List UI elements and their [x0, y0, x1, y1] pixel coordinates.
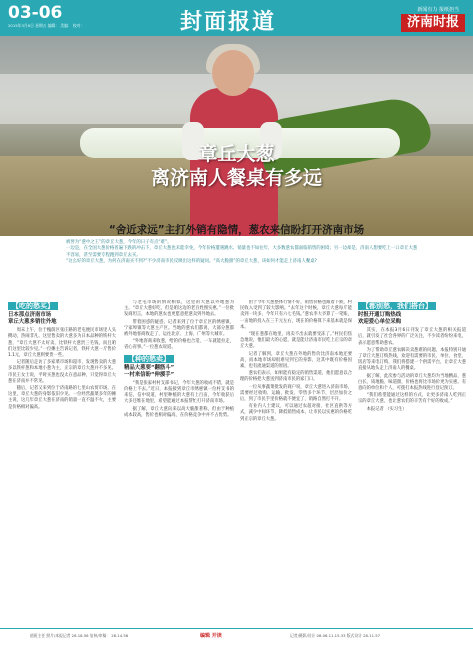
byline: 本报记者 （实习生） [366, 406, 407, 412]
lead-line: 被誉为“葱中之王”的章丘大葱，今年的日子有点“难”。 [66, 240, 172, 245]
article-column-3 [240, 300, 352, 620]
sub-headline: “舍近求远”主打外销有隐情，葱农来信盼打开济南市场 [108, 224, 365, 236]
column-heading: 【吃的愁买】 [8, 302, 58, 310]
paragraph: 随后，记者又来到位于济南路的七里山农贸市场，在这里，章丘大葱的身影依旧少见。一位经营蔬菜多年的摊主说，这几年章丘大葱在济南的销量一直不温不火，主要是价格相对偏高。 [8, 386, 116, 410]
paragraph: 据了解，此次参与活动的章丘大葱均为当地精品，葱白长、质地脆、味道甜，价格也将比市场价更为实惠。有意向的单位和个人，可拨打本报热线进行登记预订。 [358, 373, 466, 392]
paragraph: 与老屯市场的情况相似，这里的大葱以外地葱为主。“章丘大葱好吃，但是咱这边的老百姓图实惠。”一位批发商坦言，本地的葱农也更愿意把葱卖到外地去。 [124, 300, 234, 318]
footer-editor: 编辑 开读 [200, 633, 222, 639]
footer-credits-left: 值班主任 照片/本报记者 28.18.56 复核/审稿： 28.14.56 [30, 633, 129, 638]
lead-line: “这么好的章丘大葱，为何在济南买不到?”不少济南市民反映出这样的疑问。“高大脆甜”的章丘大葱，该如何才能走上济南人餐桌? [66, 259, 317, 265]
paragraph: 记者了解到，章丘大葱在外地的售价比济南本地还要高，而本地市场却很难见到它的身影，这其中既有价格因素，也有流通渠道的原因。 [240, 351, 352, 370]
headline-line-2: 离济南人餐桌有多远 [150, 167, 322, 189]
page-header [0, 0, 473, 36]
column-subheading: 日本那点济南市场 章丘大葱多销往外地 [8, 312, 57, 326]
article-column-1 [8, 300, 116, 620]
paragraph: 葱农们表示，如果能有稳定的销售渠道，他们愿意以合理的价格把大葱送到济南市民的家门口。 [240, 371, 352, 383]
paragraph: 带着困惑的疑惑，记者来到了位于章丘区的绣惠镇、宁家埠镇等大葱主产区。当地的葱农们都说，大部分葱都被外地客商收走了，运往北京、上海、广州等大城市。 [124, 319, 234, 338]
page-footer [0, 630, 473, 647]
hero-photo [0, 36, 473, 236]
paragraph: “现在葱都在地里，再卖不出去就要受冻了。”村民们焦急地说，他们最大的心愿，就是能让济南市民吃上正宗的章丘大葱。 [240, 332, 352, 350]
section-title: 封面报道 [180, 10, 277, 35]
paragraph: “外地客商来收葱，给的价格也合适，一车就能拉走，省心省事。”一位葱农说道。 [124, 339, 234, 351]
paragraph: 为了帮助章丘葱农解决卖葱难的问题，本报特别开通了章丘大葱订购热线，欢迎有需要的市民、单位、食堂、饭店等来电订购，我们将搭建一个供需平台，让章丘大葱直接从地头走上济南人的餐桌。 [358, 347, 466, 372]
paragraph: “我们希望能通过这样的方式，让更多济南人吃到正宗的章丘大葱，也让葱农们的辛苦有个好的收成。” [358, 393, 466, 405]
lead-line: 一边是，在全国大葱价格普遍下跌的冲击下，章丘大葱也未能幸免，今年价格遭遇跳水，销量也不如往年，大多数葱农都面临销售的困境；另一边却是，济南人想要吃上一口章丘大葱不容易，甚至需要专程跑到章丘去买。 [66, 246, 418, 258]
footer-divider [0, 628, 473, 629]
issue-date-detail: 2015年3月6日 星期五 编辑： 美编： 校对： [8, 23, 85, 28]
newspaper-masthead: 济南时报 [401, 14, 465, 32]
column-heading: 【都别愁，我们搭台】 [358, 302, 436, 310]
article-column-4 [358, 300, 466, 620]
issue-date: 03-06 [8, 3, 63, 23]
farmer-head [212, 50, 254, 96]
paragraph: 其实，在本报3月6日刊发了章丘大葱的相关报道后，就引发了社会各界的广泛关注，不少读者纷纷来电，表示愿意帮助葱农。 [358, 328, 466, 346]
paragraph: “我是张家村村支部书记，今年大葱的收成不错，就是价格上不去。”近日，本报接到章丘市绣惠镇一位村支书的来信，信中说道，村里种植的大葱有上百亩，今年收获后大多还堆在地里，希望能通过本报帮忙打开济南市场。 [124, 380, 234, 405]
paragraph: 据了解，章丘大葱向来以高大脆甜著称，但由于种植成本较高，售价也相对偏高，在价格竞争中并不占优势。 [124, 406, 234, 418]
headline-line-1: 章丘大葱 [198, 143, 275, 165]
column-subheading: 时报开通订购热线 欢迎爱心单位采购 [358, 312, 402, 326]
paragraph: 由于今年大葱整体行情不好，销售价格也跟着下跌，村民收入受到了较大影响。“去年这个时候，章丘大葱每斤能卖到一块多，今年只有六七毛钱。”葱农李大爷算了一笔账，一亩地的投入在三千元左右，现在的价格算下来基本就是保本。 [240, 300, 352, 330]
paragraph: 记者随后走访了多家菜市场和超市，发现售卖的大葱多以铁杆葱和本地小葱为主，正宗的章丘大葱并不多见。市民王女士说，平时买葱也没太在意品种，只觉得章丘大葱在济南并不常见。 [8, 360, 116, 384]
newspaper-slogan: 新闻有力 报纸担当 [417, 7, 459, 13]
lead-paragraph [66, 240, 418, 266]
main-headline [0, 142, 473, 190]
column-heading: 【种的愁卖】 [124, 355, 174, 363]
paragraph: 周末上午，位于槐荫区张庄路的老屯便民市场里人头攒动，热闹非凡。这里售卖的大葱多为日本品种的铁杆大葱，“章丘大葱不太好卖，比铁杆大葱贵三毛钱，而且咱们这里比较少见。”一位摊主告诉记者，铁杆大葱一斤售价1.1元，章丘大葱则要贵一些。 [8, 328, 116, 359]
paragraph: 有业内人士建议，可以通过农超对接、社区直供等方式，减少中间环节，降低销售成本，让市民以实惠的价格吃到正宗的章丘大葱。 [240, 404, 352, 422]
footer-credits-right: 记者/摄影/设计 08.06.11.15.33 版式设计 28.11.57 [290, 633, 381, 638]
paragraph: 一位从事蔬菜批发的商户说，章丘大葱进入济南市场，需要经过收购、运输、批发、零售多个环节，层层加价之后，到了市民手里价格就不便宜了，销路自然打不开。 [240, 384, 352, 403]
article-column-2 [124, 300, 234, 620]
column-subheading: 精品大葱要“翻筋斗” 一村来信盼“伸援手” [124, 364, 175, 378]
